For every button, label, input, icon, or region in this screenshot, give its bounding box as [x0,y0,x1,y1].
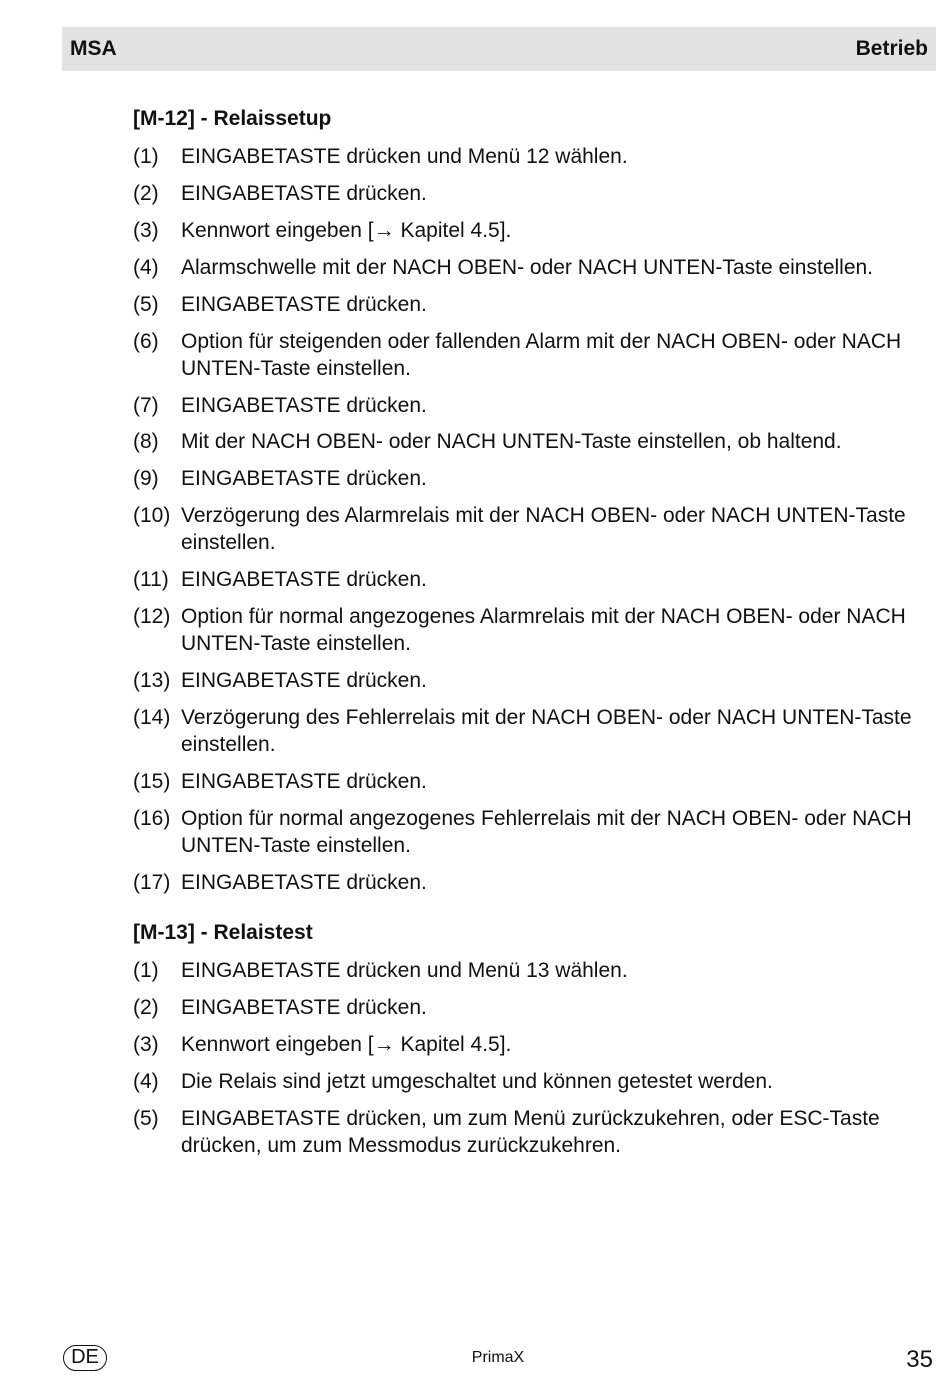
section-title: [M-12] - Relaissetup [133,107,332,130]
step-number: (1) [133,145,159,168]
step-text: Alarmschwelle mit der NACH OBEN- oder NACH UNTEN-Taste einstellen. [181,256,874,279]
step-text: EINGABETASTE drücken. [181,871,427,894]
step-number: (17) [133,871,171,894]
step-text: Kennwort eingeben [→ Kapitel 4.5]. [181,219,512,242]
step-number: (4) [133,256,159,279]
footer-product: PrimaX [471,1349,525,1366]
step-text: EINGABETASTE drücken, um zum Menü zurückzukehren, oder ESC-Taste drücken, um zum Messmodus zurückzukehren. [181,1107,880,1157]
step-text: EINGABETASTE drücken. [181,394,427,417]
step-number: (3) [133,219,159,242]
step-number: (7) [133,394,159,417]
step-text: Option für steigenden oder fallenden Alarm mit der NACH OBEN- oder NACH UNTEN-Taste einstellen. [181,330,902,380]
page-header [62,27,936,71]
step-number: (8) [133,430,159,453]
step-number: (14) [133,706,171,729]
step-number: (10) [133,504,171,527]
step-text: Kennwort eingeben [→ Kapitel 4.5]. [181,1033,512,1056]
step-text: EINGABETASTE drücken. [181,182,427,205]
step-number: (11) [133,568,169,591]
step-text: EINGABETASTE drücken. [181,467,427,490]
page-number: 35 [906,1346,933,1373]
step-text: EINGABETASTE drücken. [181,293,427,316]
step-number: (2) [133,182,159,205]
step-text: Option für normal angezogenes Alarmrelais mit der NACH OBEN- oder NACH UNTEN-Taste einstellen. [181,605,906,655]
step-number: (15) [133,770,171,793]
step-text: Option für normal angezogenes Fehlerrelais mit der NACH OBEN- oder NACH UNTEN-Taste einstellen. [181,807,912,857]
step-number: (5) [133,1107,159,1130]
section-title: [M-13] - Relaistest [133,921,313,944]
step-text: EINGABETASTE drücken. [181,770,427,793]
step-number: (12) [133,605,171,628]
step-text: Mit der NACH OBEN- oder NACH UNTEN-Taste einstellen, ob haltend. [181,430,842,453]
language-badge: DE [63,1345,107,1371]
step-text: EINGABETASTE drücken. [181,669,427,692]
step-text: Verzögerung des Alarmrelais mit der NACH OBEN- oder NACH UNTEN-Taste einstellen. [181,504,906,554]
step-number: (1) [133,959,159,982]
step-number: (3) [133,1033,159,1056]
header-chapter: Betrieb [855,37,928,60]
step-text: Die Relais sind jetzt umgeschaltet und können getestet werden. [181,1070,773,1093]
step-number: (6) [133,330,159,353]
step-number: (2) [133,996,159,1019]
step-text: EINGABETASTE drücken. [181,996,427,1019]
step-number: (16) [133,807,171,830]
step-number: (4) [133,1070,159,1093]
step-text: Verzögerung des Fehlerrelais mit der NACH OBEN- oder NACH UNTEN-Taste einstellen. [181,706,912,756]
step-text: EINGABETASTE drücken und Menü 13 wählen. [181,959,628,982]
step-number: (5) [133,293,159,316]
step-number: (9) [133,467,159,490]
step-text: EINGABETASTE drücken und Menü 12 wählen. [181,145,628,168]
step-number: (13) [133,669,171,692]
header-brand: MSA [70,37,117,60]
step-text: EINGABETASTE drücken. [181,568,427,591]
